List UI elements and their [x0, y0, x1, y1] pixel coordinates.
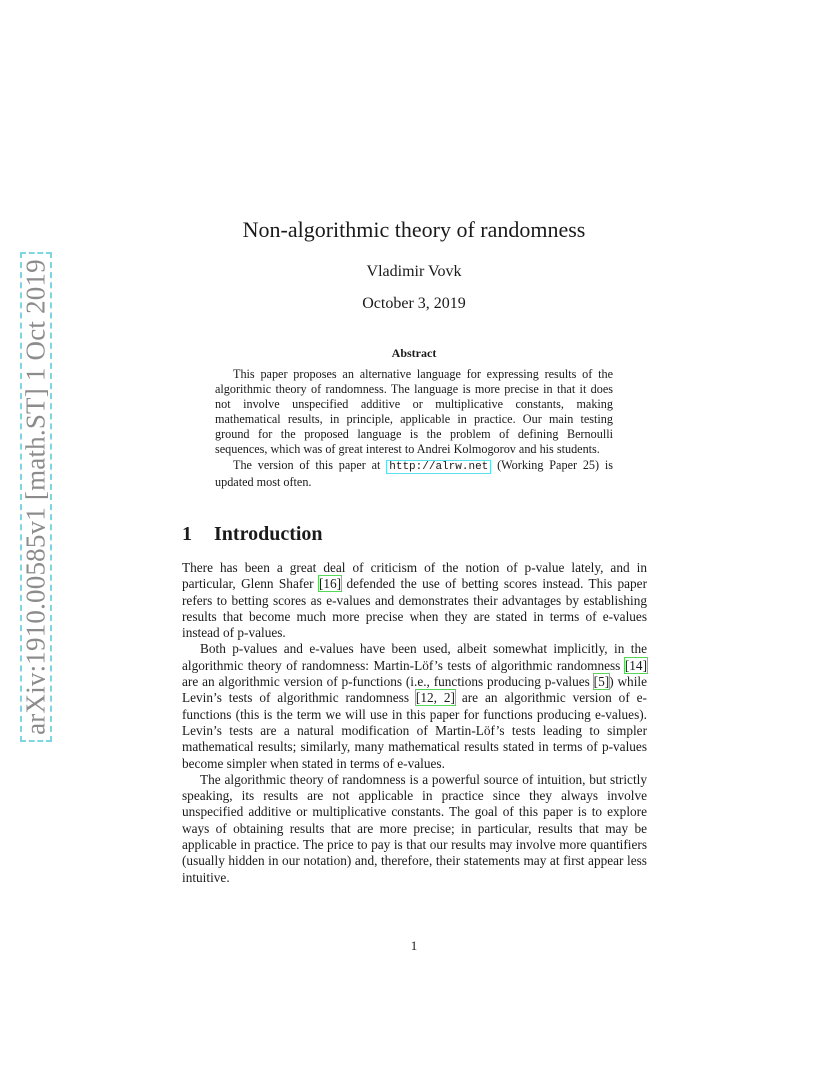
paper-url-link[interactable]: http://alrw.net	[386, 460, 491, 474]
arxiv-stamp	[20, 252, 52, 742]
abstract-body	[215, 367, 613, 490]
abstract-paragraph	[215, 458, 613, 490]
abstract-text: The version of this paper at	[233, 457, 387, 472]
citation-link[interactable]: [16]	[318, 576, 342, 592]
section-heading	[182, 523, 323, 546]
body-text: Both p-values and e-values have been used, albeit somewhat implicitly, in the algorithmic theory of randomness: Martin-Löf’s tests of algorithmic randomness	[182, 641, 647, 673]
body-text: are an algorithmic version of p-functions (i.e., functions producing p-values	[182, 674, 594, 690]
abstract-text: (Working Paper 25) is updated most often.	[215, 457, 614, 489]
abstract-paragraph: This paper proposes an alternative language for expressing results of the algorithmic theory of randomness. The language is more precise in that it does not involve unspecified additive or multiplicative constants, making mathematical results, in principle, applicable in practice. Our main testing ground for the proposed language is the problem of defining Bernoulli sequences, which was of great interest to Andrei Kolmogorov and his students.	[215, 367, 613, 457]
body-text: There has been a great deal of criticism of the notion of p-value lately, and in particular, Glenn Shafer	[182, 560, 647, 592]
section-title: Introduction	[214, 523, 323, 545]
paper-title: Non-algorithmic theory of randomness	[242, 217, 586, 242]
citation-link[interactable]: [12, 2]	[415, 690, 455, 706]
citation-link[interactable]: [5]	[593, 674, 610, 690]
body-text: defended the use of betting scores instead. This paper refers to betting scores as e-values and demonstrates their advantages by establishing results that become much more precise when they are stated in terms of e-values instead of p-values.	[182, 576, 647, 641]
body-paragraph	[182, 641, 647, 771]
section-number: 1	[182, 523, 192, 545]
citation-link[interactable]: [14]	[624, 657, 647, 673]
body-text: are an algorithmic version of e-functions (this is the term we will use in this paper for functions producing e-values). Levin’s tests are a natural modification of Martin-Löf’s tests leading to simpler mathematical results; similarly, many mathematical results stated in terms of p-values become simpler when stated in terms of e-values.	[182, 690, 647, 771]
paper-author: Vladimir Vovk	[366, 263, 462, 280]
paper-date: October 3, 2019	[362, 295, 466, 312]
arxiv-identifier: arXiv:1910.00585v1 [math.ST] 1 Oct 2019	[20, 259, 51, 735]
body-paragraph: The algorithmic theory of randomness is a powerful source of intuition, but strictly speaking, its results are not applicable in practice since they always involve unspecified additive or multiplicative constants. The goal of this paper is to explore ways of obtaining results that are more precise; in particular, results that may be applicable in practice. The price to pay is that our results may involve more quantifiers (usually hidden in our notation) and, therefore, their statements may at first appear less intuitive.	[182, 771, 647, 885]
abstract-heading: Abstract	[391, 346, 437, 360]
page-number: 1	[410, 938, 418, 953]
section-body	[182, 560, 647, 886]
body-paragraph	[182, 560, 647, 641]
body-text: ) while Levin’s tests of algorithmic randomness	[182, 674, 647, 706]
